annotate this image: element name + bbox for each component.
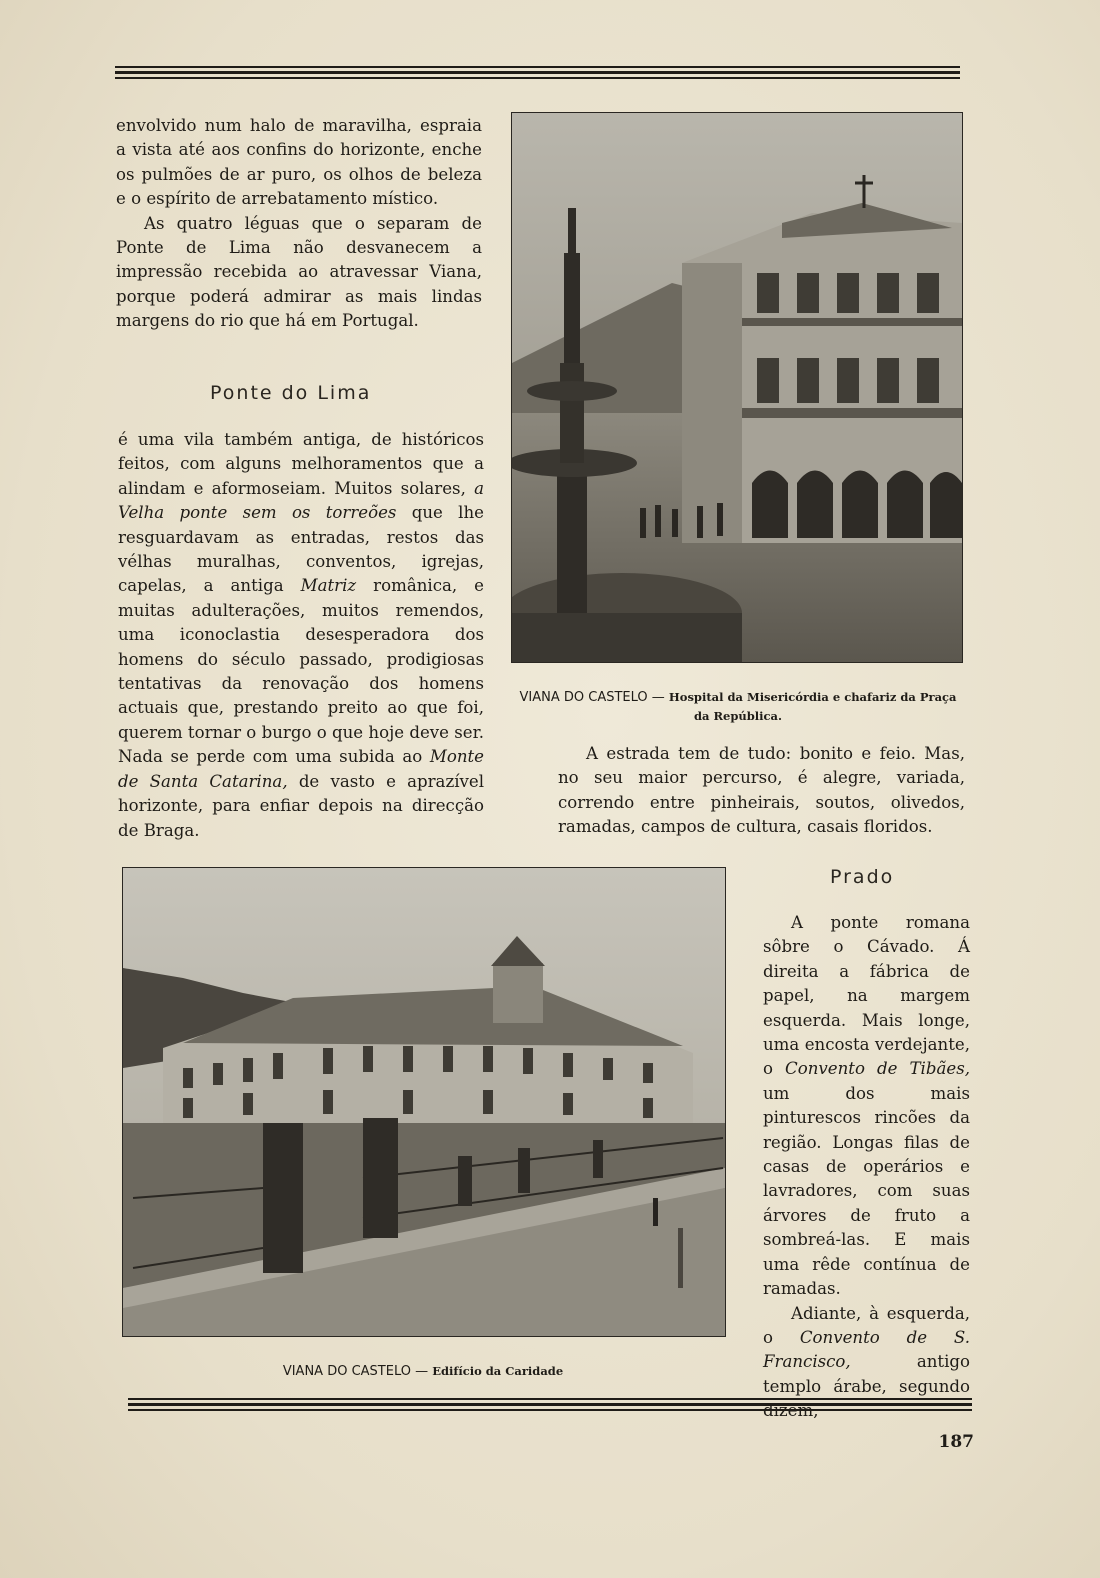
- paragraph-convento: Adiante, à esquerda, o Convento de S. Francisco, antigo templo árabe, segundo: [763, 1303, 970, 1396]
- photo-hospital-misericordia: [511, 112, 963, 663]
- caption-photo-hospital: VIANA DO CASTELO — Hospital da Misericórdia e chafariz da Praça da República.: [519, 690, 957, 723]
- photo-caridade-illustration: [123, 868, 725, 1336]
- heading-ponte-do-lima: Ponte do Lima: [210, 382, 372, 404]
- top-rule: [115, 66, 960, 80]
- left-column-text: [116, 114, 482, 334]
- page-number: 187: [938, 1432, 974, 1452]
- paragraph-ponte-de-lima-distance: As quatro léguas que o separam de Ponte de Lima não desvanecem a impressão recebida ao atravessar Viana, porque poderá admirar as mais lindas margens do rio que há em Portugal.: [116, 213, 482, 331]
- paragraph-prado: A ponte romana sôbre o Cávado. Á direita a fábrica de papel, na margem esquerda. Mais longe, uma encosta verdejante, o Convento de Tibães, um dos mais pinturescos rincões da região. Longas filas de casas de operários e lavradores, com suas árvores de fruto a sombreá-las. E mais uma rêde contínua de ramadas.: [763, 913, 970, 1299]
- photo-edificio-caridade: [122, 867, 726, 1337]
- left-column-text-lower: [118, 428, 484, 843]
- middle-column-text: [558, 742, 965, 840]
- photo-hospital-illustration: [512, 113, 962, 662]
- right-column-text: [763, 911, 970, 1424]
- caption-photo-caridade: VIANA DO CASTELO — Edifício da Caridade: [282, 1364, 564, 1379]
- heading-prado: Prado: [830, 866, 895, 888]
- bottom-rule: [128, 1398, 972, 1412]
- paragraph-ponte-do-lima: é uma vila também antiga, de históricos feitos, com alguns melhoramentos que a alindam e aformoseiam. Muitos solares, a Velha ponte sem os torreões que lhe resguardavam as entradas, restos das vélhas muralhas, conventos, igrejas, capelas, a antiga Matriz românica, e muitas adulterações, muitos remendos, uma iconoclastia desesperadora dos homens do século passado, prodigiosas tentativas da renovação dos homens actuais que, prestando preito ao que foi, querem tornar o burgo o que hoje deve ser. Nada se perde com uma subida ao Monte de Santa Catarina, de vasto e aprazível horizonte, para enfiar depois na direcção de Braga.: [118, 430, 485, 840]
- paragraph-intro: envolvido num halo de maravilha, espraia a vista até aos confins do horizonte, enche os pulmões de ar puro, os olhos de beleza e o espírito de arrebatamento místico.: [116, 116, 482, 209]
- paragraph-estrada: A estrada tem de tudo: bonito e feio. Mas, no seu maior percurso, é alegre, variada, correndo entre pinheirais, soutos, olivedos, ramadas, campos de cultura, casais floridos.: [558, 744, 965, 837]
